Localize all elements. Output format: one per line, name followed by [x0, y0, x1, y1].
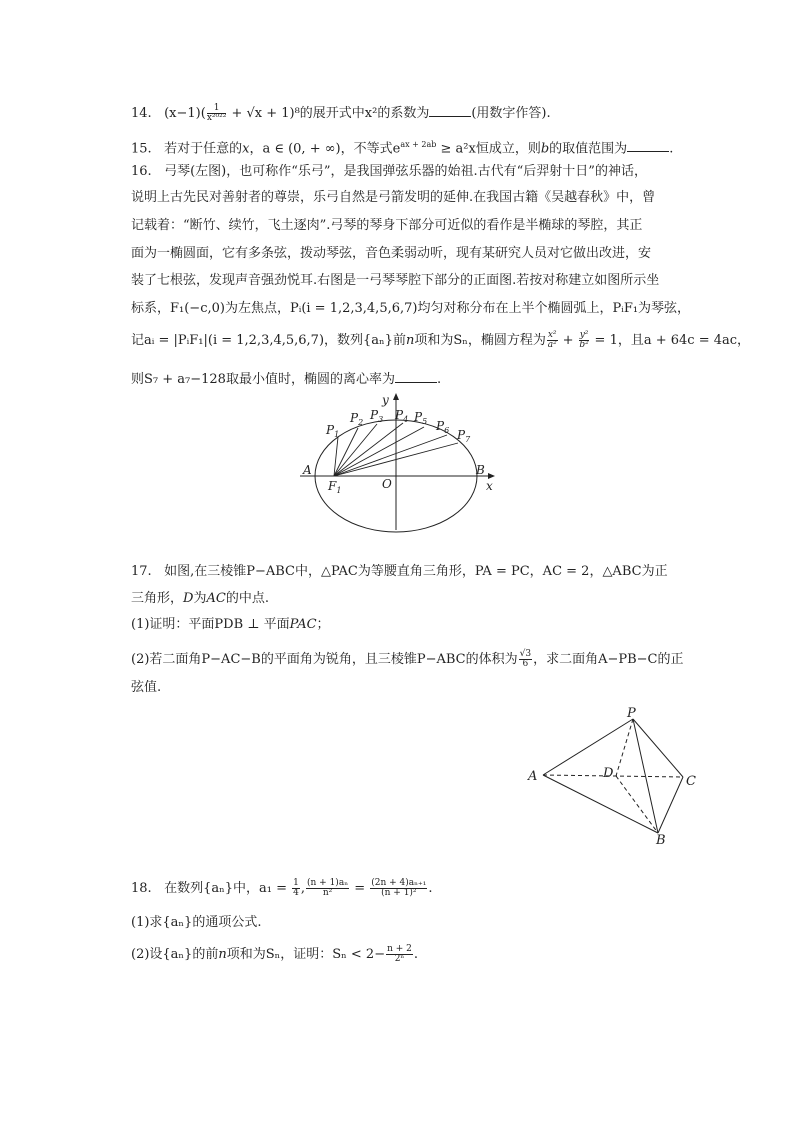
- label-b: B: [476, 463, 485, 477]
- question-16-line-7: 记aᵢ = |PᵢF₁|(i = 1,2,3,4,5,6,7)，数列{aₙ}前n项和为Sₙ，椭圆方程为 $\frac{\text{x²}}{\text{a²}}$ + $\frac{\text{y²}}{\text{b²}}$ = 1，且a + 64c = 4ac，: [131, 330, 751, 350]
- question-16-line-2: 说明上古先民对善射者的尊崇，乐弓自然是弓箭发明的延伸.在我国古籍《吴越春秋》中，曾: [131, 190, 656, 205]
- label-a: A: [528, 769, 538, 784]
- question-number: 18.: [131, 881, 152, 896]
- question-16-line-3: 记载着：“断竹、续竹，飞土逐肉”.弓琴的琴身下部分可近似的看作是半椭球的琴腔，其正: [131, 218, 643, 233]
- question-17-line-2: 三角形，D为AC的中点.: [131, 591, 269, 606]
- label-p6: $P_6$: [436, 419, 450, 435]
- label-o: O: [382, 477, 392, 491]
- edge-pc: [633, 719, 683, 777]
- question-number: 14.: [131, 106, 152, 121]
- question-number: 16.: [131, 164, 152, 179]
- label-y: y: [382, 393, 389, 407]
- label-p1: $P_1$: [326, 423, 340, 439]
- question-16-line-8: 则S₇ + a₇−128取最小值时，椭圆的离心率为 .: [131, 369, 441, 389]
- ellipse-figure: [295, 392, 515, 537]
- label-a: A: [303, 463, 312, 477]
- question-18-intro: 18. 在数列{aₙ}中，a₁ = $\frac{1}{4}$ , $\frac{\text{(n + 1)aₙ}}{\text{n²}}$ = $\frac{\text{(2n + 4)aₙ₊₁}}{\text{(n + 1)²}}$ .: [131, 878, 433, 898]
- question-17-line-1: 17. 如图,在三棱锥P−ABC中，△PAC为等腰直角三角形，PA = PC，AC = 2，△ABC为正: [131, 564, 668, 579]
- tetrahedron-figure: [522, 706, 702, 846]
- string-p5: [334, 427, 424, 476]
- label-c: C: [686, 774, 696, 789]
- edge-bc: [658, 777, 683, 833]
- question-15: 15. 若对于任意的x，a ∈ (0, + ∞)，不等式$e^{ax + 2ab} \ge a^2x$恒成立，则b的取值范围为 .: [131, 140, 674, 157]
- edge-ab: [543, 775, 658, 833]
- fraction: $\frac{\text{(2n + 4)aₙ₊₁}}{\text{(n + 1)²}}$: [371, 878, 427, 898]
- string-p4: [334, 423, 403, 476]
- label-p5: $P_5$: [414, 410, 428, 426]
- question-18-part-1: (1)求{aₙ}的通项公式.: [131, 915, 262, 930]
- answer-blank[interactable]: [627, 138, 669, 152]
- label-p3: $P_3$: [370, 408, 384, 424]
- edge-pa: [543, 719, 633, 775]
- label-p4: $P_4$: [395, 408, 409, 424]
- label-p: P: [627, 706, 636, 721]
- label-p7: $P_7$: [457, 428, 471, 444]
- label-d: D: [603, 766, 614, 781]
- label-f1: $F_1$: [328, 479, 342, 495]
- fraction: $\frac{1}{\text{x²⁰²²}}$: [206, 103, 227, 123]
- label-p2: $P_2$: [350, 411, 364, 427]
- fraction: $\frac{\text{(n + 1)aₙ}}{\text{n²}}$: [307, 878, 349, 898]
- question-17-part-1: (1)证明：平面PDB ⊥ 平面PAC；: [131, 617, 330, 632]
- question-16-line-5: 装了七根弦，发现声音强劲悦耳.右图是一弓琴琴腔下部分的正面图.若按对称建立如图所示坐: [131, 273, 660, 288]
- question-16-line-4: 面为一椭圆面，它有多条弦，拨动琴弦，音色柔弱动听，现有某研究人员对它做出改进，安: [131, 246, 652, 261]
- label-b: B: [656, 833, 666, 846]
- fraction: $\frac{√3}{6}$: [519, 649, 532, 669]
- question-14: 14. (x−1)( $\frac{1}{\text{x²⁰²²}}$ + √x + 1)⁸的展开式中x²的系数为 (用数字作答).: [131, 103, 551, 123]
- fraction: $\frac{1}{4}$: [293, 878, 299, 898]
- fraction: $\frac{\text{x²}}{\text{a²}}$: [547, 330, 557, 350]
- fraction: $\frac{n + 2}{\text{2ⁿ}}$: [387, 944, 412, 964]
- fraction: $\frac{\text{y²}}{\text{b²}}$: [579, 330, 589, 350]
- question-16-line-1: 16. 弓琴(左图)，也可称作“乐弓”，是我国弹弦乐器的始祖.古代有“后羿射十日”的神话，: [131, 164, 647, 179]
- question-17-part-2: (2)若二面角P−AC−B的平面角为锐角，且三棱锥P−ABC的体积为 $\frac{√3}{6}$ ，求二面角A−PB−C的正: [131, 649, 684, 669]
- question-16-line-6: 标系，F₁(−c,0)为左焦点，Pᵢ(i = 1,2,3,4,5,6,7)均匀对称分布在上半个椭圆弧上，PᵢF₁为琴弦，: [131, 301, 691, 316]
- answer-blank[interactable]: [429, 103, 471, 117]
- question-17-part-2-cont: 弦值.: [131, 680, 162, 695]
- label-x: x: [486, 479, 493, 493]
- question-18-part-2: (2)设{aₙ}的前n项和为Sₙ，证明：Sₙ < 2− $\frac{n + 2}{\text{2ⁿ}}$ .: [131, 944, 419, 964]
- answer-blank[interactable]: [395, 369, 437, 383]
- y-axis-arrow: [393, 393, 399, 400]
- question-number: 17.: [131, 564, 152, 579]
- question-number: 15.: [131, 141, 152, 157]
